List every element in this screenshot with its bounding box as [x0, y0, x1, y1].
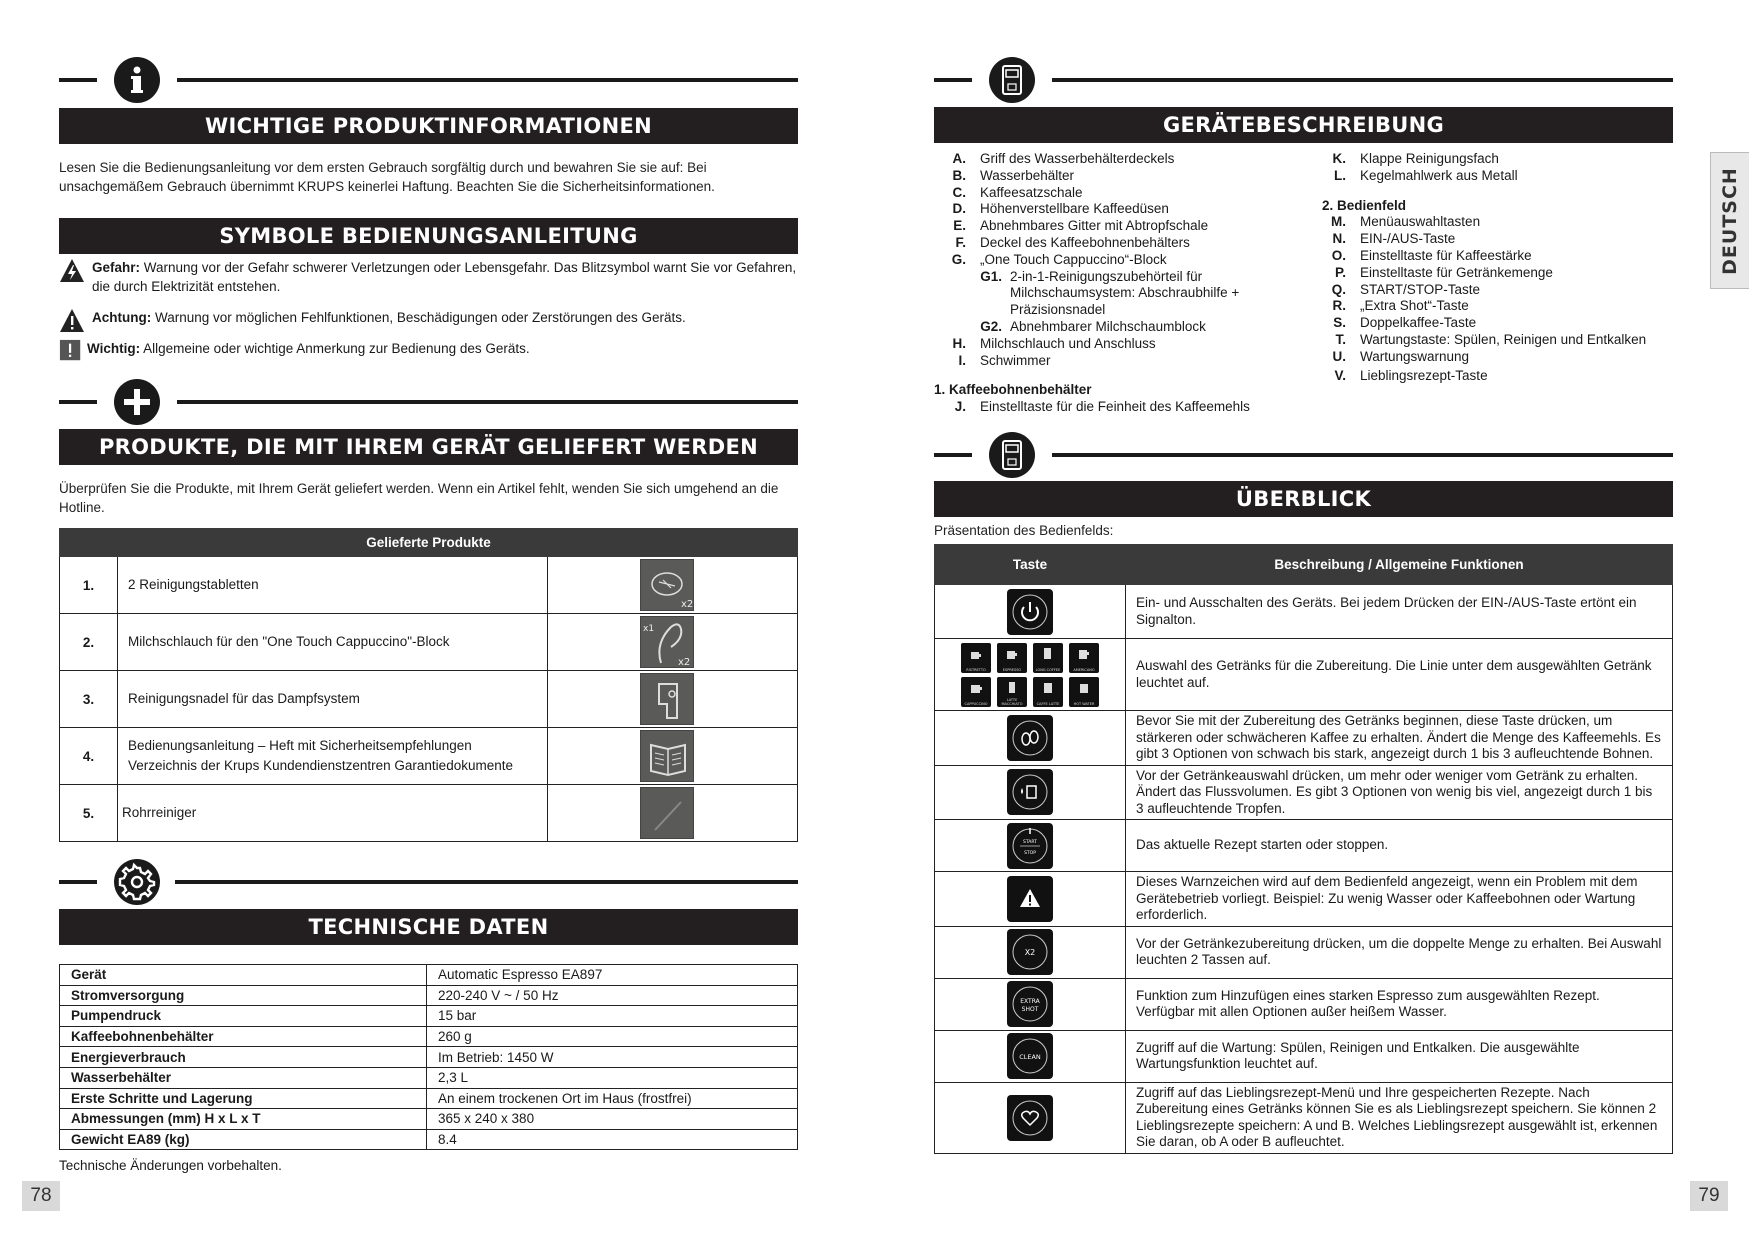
row-description: Ein- und Ausschalten des Geräts. Bei jedem Drücken der EIN-/AUS-Taste ertönt ein Signalton.	[1126, 585, 1673, 639]
row-description: Dieses Warnzeichen wird auf dem Bedienfeld angezeigt, wenn ein Problem mit dem Gerätebetrieb vorliegt. Beispiel: Zu wenig Wasser oder Kaffeebohnen oder Wartung erforderlich.	[1126, 872, 1673, 927]
tech-value: Im Betrieb: 1450 W	[427, 1047, 798, 1068]
cleaning-needle-image	[640, 673, 694, 725]
row-number: 4.	[60, 728, 118, 785]
products-header: Gelieferte Produkte	[60, 529, 798, 557]
table-row	[935, 978, 1673, 1030]
symbol-label: Gefahr:	[92, 260, 141, 275]
table-row	[60, 1006, 798, 1027]
products-text: Überprüfen Sie die Produkte, mit Ihrem Gerät geliefert werden. Wenn ein Artikel fehlt, wenden Sie sich umgehend an die Hotline.	[59, 481, 779, 515]
table-row	[60, 557, 798, 614]
table-row	[935, 926, 1673, 978]
extra-shot-icon	[1007, 981, 1053, 1027]
list-item: Q. START/STOP-Taste	[1331, 281, 1481, 297]
svg-text:CLEAN: CLEAN	[1019, 1053, 1041, 1061]
col-header-description: Beschreibung / Allgemeine Funktionen	[1126, 545, 1673, 585]
list-item: B. Wasserbehälter	[952, 167, 1075, 183]
row-description: Bevor Sie mit der Zubereitung des Getränks beginnen, diese Taste drücken, um stärkeren oder schwächeren Kaffee zu erhalten. Ändert die Menge des Kaffeemehls. Es gibt 3 Optionen von schwach bis stark, angezeigt durch 1 bis 3 aufleuchtende Bohnen.	[1126, 711, 1673, 766]
list-item: T. Wartungstaste: Spülen, Reinigen und Entkalken	[1335, 331, 1647, 347]
svg-text:SHOT: SHOT	[1021, 1006, 1039, 1013]
row-number: 5.	[60, 785, 118, 842]
tech-key: Energieverbrauch	[60, 1047, 427, 1068]
row-description: Milchschlauch für den "One Touch Cappuccino"-Block	[118, 614, 548, 671]
row-description: Reinigungsnadel für das Dampfsystem	[118, 671, 548, 728]
table-row	[60, 1047, 798, 1068]
list-item: L. Kegelmahlwerk aus Metall	[1334, 167, 1518, 183]
table-row	[60, 985, 798, 1006]
row-description: Zugriff auf die Wartung: Spülen, Reinigen und Entkalken. Die ausgewählte Wartungsfunktion leuchtet auf.	[1126, 1030, 1673, 1082]
power-icon	[1007, 589, 1053, 635]
warning-icon	[1007, 876, 1053, 922]
info-icon	[114, 57, 160, 103]
table-row	[935, 820, 1673, 872]
table-row	[60, 1067, 798, 1088]
table-row	[60, 1109, 798, 1130]
symbol-text: Allgemeine oder wichtige Anmerkung zur Bedienung des Geräts.	[143, 341, 530, 356]
symbol-label: Wichtig:	[87, 341, 141, 356]
overview-section-rule	[934, 430, 1673, 480]
tech-table	[59, 964, 798, 1150]
symbol-text: Warnung vor der Gefahr schwerer Verletzungen oder Lebensgefahr. Das Blitzsymbol warnt Sie vor Gefahren, die durch Elektrizität entstehen.	[92, 260, 797, 294]
espresso-icon: ESPRESSO	[997, 643, 1027, 673]
manual-booklet-image	[640, 730, 694, 782]
table-row	[935, 765, 1673, 820]
plus-icon	[114, 379, 160, 425]
volume-icon	[1007, 769, 1053, 815]
drink-menu-icons	[961, 643, 1099, 707]
svg-text:x2: x2	[677, 657, 690, 668]
language-label: DEUTSCH	[1719, 166, 1741, 275]
language-tab	[1710, 152, 1749, 289]
row-description: Rohrreiniger	[118, 785, 548, 842]
row-number: 1.	[60, 557, 118, 614]
warning-triangle-icon	[59, 308, 85, 334]
list-item: F. Deckel des Kaffeebohnenbehälters	[955, 234, 1190, 250]
device-description-title: GERÄTEBESCHREIBUNG	[934, 107, 1673, 143]
tech-title: TECHNISCHE DATEN	[59, 909, 798, 945]
row-description: 2 Reinigungstabletten	[118, 557, 548, 614]
group-heading: 1. Kaffeebohnenbehälter	[934, 382, 1092, 398]
svg-text:X2: X2	[1024, 948, 1036, 957]
products-table	[59, 528, 798, 842]
table-row	[60, 1129, 798, 1150]
products-title: PRODUKTE, DIE MIT IHREM GERÄT GELIEFERT WERDEN	[59, 429, 798, 465]
tech-value: 15 bar	[427, 1006, 798, 1027]
table-row	[935, 711, 1673, 766]
tech-value: 365 x 240 x 380	[427, 1109, 798, 1130]
list-item: I. Schwimmer	[958, 352, 1051, 368]
left-page	[59, 0, 798, 1241]
info-section-rule	[59, 55, 798, 105]
table-row	[935, 1082, 1673, 1153]
row-description: Auswahl des Getränks für die Zubereitung. Die Linie unter dem ausgewählten Getränk leuchtet auf.	[1126, 639, 1673, 711]
latte-macchiato-icon: LATTE MACCHIATO	[997, 677, 1027, 707]
tech-value: 220-240 V ~ / 50 Hz	[427, 985, 798, 1006]
tech-key: Wasserbehälter	[60, 1067, 427, 1088]
clean-icon	[1007, 1033, 1053, 1079]
page-number-left: 78	[22, 1181, 60, 1211]
symbol-danger	[59, 258, 798, 298]
tech-value: 2,3 L	[427, 1067, 798, 1088]
tech-value: 8.4	[427, 1129, 798, 1150]
list-item: R. „Extra Shot“-Taste	[1332, 298, 1469, 314]
symbol-label: Achtung:	[92, 310, 152, 325]
page-number-right: 79	[1690, 1181, 1728, 1211]
table-row	[60, 965, 798, 986]
tech-key: Gewicht EA89 (kg)	[60, 1129, 427, 1150]
list-item: P. Einstelltaste für Getränkemenge	[1334, 264, 1553, 280]
symbols-title: SYMBOLE BEDIENUNGSANLEITUNG	[59, 218, 798, 254]
start-stop-icon	[1007, 823, 1053, 869]
list-item: N. EIN-/AUS-Taste	[1332, 231, 1456, 247]
tech-key: Stromversorgung	[60, 985, 427, 1006]
row-description: Vor der Getränkezubereitung drücken, um die doppelte Menge zu erhalten. Bei Auswahl leuchten 2 Tassen auf.	[1126, 926, 1673, 978]
list-item: S. Doppelkaffee-Taste	[1333, 315, 1477, 331]
table-row	[60, 728, 798, 785]
americano-icon: AMERICANO	[1069, 643, 1099, 673]
list-item: H. Milchschlauch und Anschluss	[952, 335, 1156, 351]
row-description-2: Verzeichnis der Krups Kundendienstzentren Garantiedokumente	[128, 758, 513, 773]
list-item: E. Abnehmbares Gitter mit Abtropfschale	[953, 218, 1209, 234]
coffee-strength-icon	[1007, 715, 1053, 761]
row-description: Das aktuelle Rezept starten oder stoppen.	[1126, 820, 1673, 872]
favorite-icon	[1007, 1095, 1053, 1141]
footnote: Technische Änderungen vorbehalten.	[59, 1158, 282, 1173]
row-description: Bedienungsanleitung – Heft mit Sicherheitsempfehlungen	[128, 738, 472, 753]
long-coffee-icon: LONG COFFEE	[1033, 643, 1063, 673]
cleaning-tablet-image	[640, 559, 694, 611]
table-row	[60, 785, 798, 842]
list-item: V. Lieblingsrezept-Taste	[1334, 367, 1488, 383]
parts-list-column-2	[1314, 151, 1673, 384]
table-row	[935, 872, 1673, 927]
table-row	[935, 585, 1673, 639]
lightning-warning-icon	[59, 258, 85, 284]
list-item: C. Kaffeesatzschale	[952, 184, 1083, 200]
table-row	[935, 1030, 1673, 1082]
list-item: A. Griff des Wasserbehälterdeckels	[952, 151, 1175, 166]
tech-value: An einem trockenen Ort im Haus (frostfrei)	[427, 1088, 798, 1109]
parts-list-column-1	[934, 151, 1294, 416]
overview-intro: Präsentation des Bedienfelds:	[934, 523, 1114, 538]
tech-value: 260 g	[427, 1026, 798, 1047]
list-item: J. Einstelltaste für die Feinheit des Kaffeemehls	[954, 399, 1250, 415]
overview-table	[934, 544, 1673, 1154]
info-text: Lesen Sie die Bedienungsanleitung vor dem ersten Gebrauch sorgfältig durch und bewahren Sie sie auf: Bei unsachgemäßem Gebrauch übernimmt KRUPS keinerlei Haftung. Beachten Sie die Sicherheitsinformationen.	[59, 160, 715, 194]
overview-title: ÜBERBLICK	[934, 481, 1673, 517]
tech-key: Abmessungen (mm) H x L x T	[60, 1109, 427, 1130]
table-row	[935, 639, 1673, 711]
col-header-key: Taste	[935, 545, 1126, 585]
row-description: Funktion zum Hinzufügen eines starken Espresso zum ausgewählten Rezept. Verfügbar mit allen Optionen außer heißem Wasser.	[1126, 978, 1673, 1030]
gear-icon	[114, 859, 160, 905]
group-heading: 2. Bedienfeld	[1322, 197, 1407, 213]
list-subitem: G2. Abnehmbarer Milchschaumblock	[980, 318, 1206, 334]
row-description: Vor der Getränkeauswahl drücken, um mehr oder weniger vom Getränk zu erhalten. Ändert das Flussvolumen. Es gibt 3 Optionen von wenig bis viel, angezeigt durch 1 bis 3 aufleuchtende Tropfen.	[1126, 765, 1673, 820]
table-row	[60, 671, 798, 728]
row-number: 3.	[60, 671, 118, 728]
symbol-caution	[59, 308, 798, 332]
list-item: O. Einstelltaste für Kaffeestärke	[1331, 247, 1532, 263]
tech-section-rule	[59, 857, 798, 907]
svg-text:EXTRA: EXTRA	[1020, 998, 1040, 1005]
info-title: WICHTIGE PRODUKTINFORMATIONEN	[59, 108, 798, 144]
symbol-text: Warnung vor möglichen Fehlfunktionen, Beschädigungen oder Zerstörungen des Geräts.	[155, 310, 686, 325]
tech-key: Erste Schritte und Lagerung	[60, 1088, 427, 1109]
symbol-important	[59, 339, 798, 363]
svg-text:START: START	[1023, 839, 1037, 845]
list-item: D. Höhenverstellbare Kaffeedüsen	[952, 201, 1169, 217]
hot-water-icon: HOT WATER	[1069, 677, 1099, 707]
right-page	[934, 0, 1673, 1241]
machine-icon	[989, 432, 1035, 478]
products-section-rule	[59, 377, 798, 427]
list-item: K. Klappe Reinigungsfach	[1332, 151, 1499, 166]
important-icon	[59, 339, 83, 363]
pipe-cleaner-image	[640, 787, 694, 839]
list-item: M. Menüauswahltasten	[1331, 214, 1481, 230]
machine-icon	[989, 57, 1035, 103]
cappuccino-icon: CAPPUCCINO	[961, 677, 991, 707]
device-section-rule	[934, 55, 1673, 105]
tech-key: Pumpendruck	[60, 1006, 427, 1027]
list-item: G. „One Touch Cappuccino“-Block	[951, 251, 1167, 267]
double-icon	[1007, 929, 1053, 975]
list-item: U. Wartungswarnung	[1332, 348, 1470, 364]
tech-value: Automatic Espresso EA897	[427, 965, 798, 986]
svg-text:x1: x1	[642, 624, 654, 634]
row-number: 2.	[60, 614, 118, 671]
svg-text:STOP: STOP	[1024, 850, 1036, 856]
list-subitem: G1. 2-in-1-Reinigungszubehörteil für Milchschaumsystem: Abschraubhilfe + Präzisionsnadel	[980, 268, 1240, 318]
milk-hose-image	[640, 616, 694, 668]
ristretto-icon: RISTRETTO	[961, 643, 991, 673]
caffe-latte-icon: CAFFE LATTE	[1033, 677, 1063, 707]
row-description: Zugriff auf das Lieblingsrezept-Menü und Ihre gespeicherten Rezepte. Nach Zubereitung eines Getränks können Sie es als Lieblingsrezept speichern. Sie können 2 Lieblingsrezepte speichern: A und B. Welches Lieblingsrezept ausgewählt ist, erkennen Sie daran, ob A oder B aufleuchtet.	[1126, 1082, 1673, 1153]
table-row	[60, 1026, 798, 1047]
tech-key: Gerät	[60, 965, 427, 986]
quantity-label: x2	[680, 599, 693, 610]
table-row	[60, 614, 798, 671]
tech-key: Kaffeebohnenbehälter	[60, 1026, 427, 1047]
table-row	[60, 1088, 798, 1109]
